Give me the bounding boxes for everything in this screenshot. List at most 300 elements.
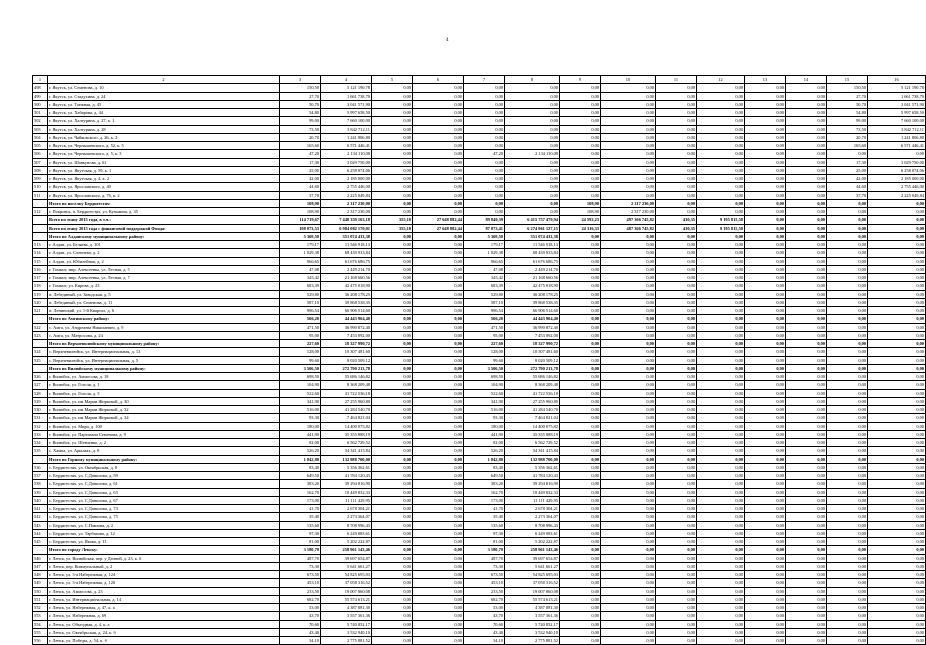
value-cell: 0,00 xyxy=(372,529,413,537)
row-number-cell: 536 xyxy=(33,463,48,471)
value-cell: 2 449 214,70 xyxy=(505,265,560,273)
value-cell: 0,00 xyxy=(656,373,697,381)
value-cell: 66 906 514,60 xyxy=(321,307,372,315)
value-cell: 0,00 xyxy=(560,406,601,414)
value-cell: 0,00 xyxy=(786,133,827,141)
value-cell: 341,90 xyxy=(280,397,321,405)
value-cell: 0,00 xyxy=(827,513,868,521)
value-cell: 0,00 xyxy=(827,406,868,414)
row-number-cell: 512 xyxy=(33,208,48,216)
value-cell: 0,00 xyxy=(745,340,786,348)
address-cell: с. Верхневилюйск, ул. Интернациональная, д. 13 xyxy=(48,348,280,356)
row-number-cell: 548 xyxy=(33,571,48,579)
value-cell: 355,10 xyxy=(372,216,413,224)
value-cell: 0,00 xyxy=(786,340,827,348)
value-cell: 0,00 xyxy=(745,595,786,603)
value-cell: 682,70 xyxy=(280,595,321,603)
value-cell: 0,00 xyxy=(656,364,697,372)
value-cell: 165,60 xyxy=(280,142,321,150)
value-cell: 27,70 xyxy=(827,92,868,100)
value-cell: 0,00 xyxy=(745,389,786,397)
value-cell: 0,00 xyxy=(601,125,656,133)
value-cell: 73,50 xyxy=(827,125,868,133)
value-cell: 0,00 xyxy=(372,150,413,158)
table-row xyxy=(33,142,926,150)
value-cell: 0,00 xyxy=(413,191,464,199)
value-cell: 0,00 xyxy=(745,406,786,414)
value-cell: 0,00 xyxy=(413,463,464,471)
value-cell: 0,00 xyxy=(868,257,926,265)
value-cell: 0,00 xyxy=(464,92,505,100)
address-cell: г. Якутск, ул. Ярославского, д. 76, к. 2 xyxy=(48,191,280,199)
value-cell: 0,00 xyxy=(372,430,413,438)
value-cell: 0,00 xyxy=(656,356,697,364)
table-row xyxy=(33,166,926,174)
value-cell: 2 273 364,07 xyxy=(505,513,560,521)
value-cell: 0,00 xyxy=(697,505,745,513)
address-cell: г. Томмот, ул. Кирова, д. 23 xyxy=(48,282,280,290)
value-cell: 82,00 xyxy=(280,439,321,447)
value-cell: 0,00 xyxy=(413,579,464,587)
column-number-cell: 10 xyxy=(601,76,656,84)
value-cell: 54 825 695,03 xyxy=(321,571,372,579)
value-cell: 0,00 xyxy=(697,84,745,92)
value-cell: 0,00 xyxy=(601,447,656,455)
value-cell: 0,00 xyxy=(868,224,926,232)
value-cell: 0,00 xyxy=(372,521,413,529)
value-cell: 0,00 xyxy=(745,100,786,108)
value-cell: 0,00 xyxy=(601,166,656,174)
value-cell: 0,00 xyxy=(868,529,926,537)
table-row xyxy=(33,356,926,364)
table-row xyxy=(33,521,926,529)
value-cell: 173,00 xyxy=(464,496,505,504)
value-cell: 0,00 xyxy=(413,257,464,265)
value-cell: 0,00 xyxy=(505,92,560,100)
value-cell: 0,00 xyxy=(786,480,827,488)
value-cell: 0,00 xyxy=(868,513,926,521)
table-row xyxy=(33,348,926,356)
value-cell: 0,00 xyxy=(656,142,697,150)
table-row xyxy=(33,290,926,298)
value-cell: 21 168 660,56 xyxy=(321,274,372,282)
value-cell: 41,70 xyxy=(280,505,321,513)
value-cell: 104,90 xyxy=(280,381,321,389)
value-cell: 0,00 xyxy=(560,150,601,158)
value-cell: 0,00 xyxy=(786,183,827,191)
value-cell: 70,60 xyxy=(280,620,321,628)
table-row xyxy=(33,265,926,273)
row-number-cell xyxy=(33,232,48,240)
value-cell: 0,00 xyxy=(868,620,926,628)
value-cell: 0,00 xyxy=(372,455,413,463)
value-cell: 0,00 xyxy=(505,166,560,174)
value-cell: 0,00 xyxy=(697,463,745,471)
value-cell: 95,00 xyxy=(464,331,505,339)
table-row xyxy=(33,381,926,389)
value-cell: 0,00 xyxy=(868,397,926,405)
value-cell: 0,00 xyxy=(413,521,464,529)
row-number-cell: 498 xyxy=(33,84,48,92)
address-cell: г. Вилюйск, ул. Шевченко, д. 2 xyxy=(48,439,280,447)
value-cell: 108,90 xyxy=(280,199,321,207)
value-cell: 99,00 xyxy=(827,117,868,125)
value-cell: 43,40 xyxy=(464,628,505,636)
value-cell: 0,00 xyxy=(786,488,827,496)
value-cell: 0,00 xyxy=(745,282,786,290)
address-cell: с. Бердигестях, ул. С.Данилова, д. 63 xyxy=(48,488,280,496)
value-cell: 114 719,67 xyxy=(280,216,321,224)
value-cell: 0,00 xyxy=(601,257,656,265)
value-cell: 0,00 xyxy=(786,604,827,612)
value-cell: 0,00 xyxy=(868,496,926,504)
value-cell: 7 448 359 163,18 xyxy=(321,216,372,224)
value-cell: 0,00 xyxy=(601,439,656,447)
value-cell: 0,00 xyxy=(560,587,601,595)
value-cell: 5 121 190,78 xyxy=(868,84,926,92)
row-number-cell: 514 xyxy=(33,249,48,257)
value-cell: 54 825 695,03 xyxy=(505,571,560,579)
value-cell: 0,00 xyxy=(656,571,697,579)
value-cell: 0,00 xyxy=(745,142,786,150)
value-cell: 0,00 xyxy=(786,439,827,447)
value-cell: 0,00 xyxy=(656,175,697,183)
value-cell: 0,00 xyxy=(786,100,827,108)
value-cell: 0,00 xyxy=(868,290,926,298)
value-cell: 673,50 xyxy=(464,571,505,579)
value-cell: 0,00 xyxy=(827,496,868,504)
value-cell: 0,00 xyxy=(560,249,601,257)
value-cell: 0,00 xyxy=(786,397,827,405)
value-cell: 5 641 661,27 xyxy=(505,562,560,570)
row-number-cell: 539 xyxy=(33,488,48,496)
value-cell: 19 007 860,08 xyxy=(321,587,372,595)
value-cell: 0,00 xyxy=(745,257,786,265)
value-cell: 0,00 xyxy=(656,331,697,339)
address-cell: г. Якутск, ул. Чайковского, д. 26, к. 2 xyxy=(48,133,280,141)
row-number-cell xyxy=(33,455,48,463)
value-cell: 258 961 143,46 xyxy=(321,546,372,554)
value-cell: 95,00 xyxy=(280,331,321,339)
table-row xyxy=(33,554,926,562)
value-cell: 0,00 xyxy=(656,604,697,612)
value-cell: 36 208 178,25 xyxy=(505,290,560,298)
row-number-cell: 504 xyxy=(33,133,48,141)
value-cell: 0,00 xyxy=(656,315,697,323)
table-body xyxy=(33,76,926,645)
value-cell: 37,70 xyxy=(827,191,868,199)
value-cell: 0,00 xyxy=(656,612,697,620)
row-number-cell: 556 xyxy=(33,637,48,645)
value-cell: 0,00 xyxy=(560,232,601,240)
value-cell: 0,00 xyxy=(786,224,827,232)
value-cell: 6 571 446,41 xyxy=(868,142,926,150)
value-cell: 0,00 xyxy=(560,529,601,537)
value-cell: 0,00 xyxy=(745,422,786,430)
value-cell: 0,00 xyxy=(505,109,560,117)
column-number-cell: 14 xyxy=(786,76,827,84)
value-cell: 0,00 xyxy=(745,373,786,381)
value-cell: 6 415 757 479,94 xyxy=(505,216,560,224)
value-cell: 2 775 881,52 xyxy=(321,637,372,645)
value-cell: 0,00 xyxy=(372,612,413,620)
column-number-cell: 1 xyxy=(33,76,48,84)
value-cell: 0,00 xyxy=(656,166,697,174)
value-cell: 0,00 xyxy=(656,208,697,216)
table-row xyxy=(33,208,926,216)
value-cell: 39 868 538,35 xyxy=(505,298,560,306)
subtotal-row xyxy=(33,340,926,348)
value-cell: 0,00 xyxy=(372,562,413,570)
value-cell: 0,00 xyxy=(656,496,697,504)
address-cell: Итого по Вилюйскому муниципальному району: xyxy=(48,364,280,372)
value-cell: 0,00 xyxy=(372,158,413,166)
value-cell: 0,00 xyxy=(656,628,697,636)
value-cell: 0,00 xyxy=(656,150,697,158)
value-cell: 0,00 xyxy=(697,455,745,463)
value-cell: 0,00 xyxy=(697,348,745,356)
value-cell: 5 740 852,17 xyxy=(505,620,560,628)
value-cell: 0,00 xyxy=(697,117,745,125)
table-row xyxy=(33,529,926,537)
table-row xyxy=(33,447,926,455)
value-cell: 0,00 xyxy=(413,315,464,323)
value-cell: 0,00 xyxy=(697,257,745,265)
column-number-cell: 2 xyxy=(48,76,280,84)
value-cell: 0,00 xyxy=(601,158,656,166)
value-cell: 0,00 xyxy=(697,595,745,603)
address-cell: г. Вилюйск, ул. им Марии Жирковой, д. 32 xyxy=(48,406,280,414)
value-cell: 0,00 xyxy=(745,529,786,537)
value-cell: 0,00 xyxy=(656,554,697,562)
value-cell: 587,10 xyxy=(280,298,321,306)
value-cell: 99,60 xyxy=(280,356,321,364)
row-number-cell: 516 xyxy=(33,265,48,273)
value-cell: 2 185 000,00 xyxy=(321,175,372,183)
value-cell: 0,00 xyxy=(697,92,745,100)
address-cell: г. Ленск, ул. Победы, д. 54, к. б xyxy=(48,637,280,645)
value-cell: 2 449 214,70 xyxy=(321,265,372,273)
value-cell: 0,00 xyxy=(413,488,464,496)
value-cell: 0,00 xyxy=(560,604,601,612)
value-cell: 0,00 xyxy=(560,546,601,554)
value-cell: 529,80 xyxy=(280,290,321,298)
table-row xyxy=(33,637,926,645)
value-cell: 0,00 xyxy=(372,628,413,636)
value-cell: 0,00 xyxy=(745,628,786,636)
value-cell: 0,00 xyxy=(560,307,601,315)
value-cell: 1 241 806,80 xyxy=(868,133,926,141)
value-cell: 0,00 xyxy=(786,529,827,537)
row-number-cell: 549 xyxy=(33,579,48,587)
value-cell: 0,00 xyxy=(413,637,464,645)
value-cell: 0,00 xyxy=(827,595,868,603)
value-cell: 341,90 xyxy=(464,397,505,405)
address-cell: г. Якутск, ул. Ярославского, д. 40 xyxy=(48,183,280,191)
value-cell: 20,70 xyxy=(280,133,321,141)
value-cell: 0,00 xyxy=(745,488,786,496)
value-cell: 0,00 xyxy=(697,109,745,117)
address-cell: г. Ленск, ул. Октябрьская, д. 24, к. б xyxy=(48,628,280,636)
value-cell: 0,00 xyxy=(697,496,745,504)
value-cell: 0,00 xyxy=(827,439,868,447)
value-cell: 0,00 xyxy=(413,298,464,306)
value-cell: 68 439 933,84 xyxy=(505,249,560,257)
row-number-cell: 518 xyxy=(33,282,48,290)
value-cell: 0,00 xyxy=(560,538,601,546)
value-cell: 42,00 xyxy=(827,175,868,183)
subtotal-row xyxy=(33,216,926,224)
value-cell: 453,10 xyxy=(464,579,505,587)
table-row xyxy=(33,92,926,100)
value-cell: 0,00 xyxy=(786,521,827,529)
value-cell: 108,90 xyxy=(560,208,601,216)
value-cell: 41 722 536,18 xyxy=(321,389,372,397)
value-cell: 0,00 xyxy=(601,571,656,579)
address-cell: Итого по Алданскому муниципальному району: xyxy=(48,232,280,240)
value-cell: 2 775 881,52 xyxy=(505,637,560,645)
value-cell: 8 708 996,43 xyxy=(505,521,560,529)
value-cell: 36 990 872,40 xyxy=(321,323,372,331)
value-cell: 0,00 xyxy=(560,389,601,397)
value-cell: 7 453 092,00 xyxy=(321,331,372,339)
value-cell: 6 274 961 127,15 xyxy=(505,224,560,232)
value-cell: 104,90 xyxy=(464,381,505,389)
value-cell: 0,00 xyxy=(786,290,827,298)
value-cell: 0,00 xyxy=(601,290,656,298)
value-cell: 0,00 xyxy=(601,397,656,405)
row-number-cell: 501 xyxy=(33,109,48,117)
value-cell: 0,00 xyxy=(786,298,827,306)
value-cell: 5 997 658,50 xyxy=(868,109,926,117)
value-cell: 41 284 540,70 xyxy=(505,406,560,414)
value-cell: 0,00 xyxy=(868,315,926,323)
row-number-cell: 537 xyxy=(33,472,48,480)
value-cell: 0,00 xyxy=(601,637,656,645)
value-cell: 41 722 536,18 xyxy=(505,389,560,397)
value-cell: 6 249 083,61 xyxy=(321,529,372,537)
value-cell: 0,00 xyxy=(372,249,413,257)
row-number-cell: 533 xyxy=(33,430,48,438)
value-cell: 83,40 xyxy=(280,463,321,471)
value-cell: 0,00 xyxy=(656,397,697,405)
value-cell: 0,00 xyxy=(656,389,697,397)
value-cell: 0,00 xyxy=(372,265,413,273)
row-number-cell: 523 xyxy=(33,331,48,339)
value-cell: 8 020 509,12 xyxy=(505,356,560,364)
value-cell: 0,00 xyxy=(601,298,656,306)
value-cell: 0,00 xyxy=(656,183,697,191)
value-cell: 3 532 940,10 xyxy=(321,628,372,636)
value-cell: 0,00 xyxy=(827,463,868,471)
value-cell: 0,00 xyxy=(697,488,745,496)
value-cell: 0,00 xyxy=(745,315,786,323)
value-cell: 0,00 xyxy=(601,620,656,628)
value-cell: 53,00 xyxy=(280,604,321,612)
table-row xyxy=(33,117,926,125)
value-cell: 0,00 xyxy=(601,84,656,92)
value-cell: 20,70 xyxy=(827,133,868,141)
value-cell: 0,00 xyxy=(601,422,656,430)
value-cell: 7 453 092,00 xyxy=(505,331,560,339)
value-cell: 54,80 xyxy=(827,109,868,117)
address-cell: г. Якутск, ул. Чернышевского, д. 5, к. 3 xyxy=(48,150,280,158)
subtotal-row xyxy=(33,199,926,207)
value-cell: 0,00 xyxy=(656,232,697,240)
address-cell: с. Бердигестях, ул. С.Данилова, д. 73 xyxy=(48,505,280,513)
value-cell: 0,00 xyxy=(827,480,868,488)
value-cell: 0,00 xyxy=(786,232,827,240)
value-cell: 0,00 xyxy=(656,538,697,546)
value-cell: 0,00 xyxy=(697,447,745,455)
value-cell: 0,00 xyxy=(464,191,505,199)
column-number-cell: 13 xyxy=(745,76,786,84)
value-cell: 0,00 xyxy=(372,406,413,414)
value-cell: 0,00 xyxy=(868,480,926,488)
capital-repair-table xyxy=(32,75,926,645)
value-cell: 0,00 xyxy=(827,571,868,579)
value-cell: 97,30 xyxy=(280,529,321,537)
value-cell: 355,10 xyxy=(372,224,413,232)
value-cell: 0,00 xyxy=(697,628,745,636)
value-cell: 0,00 xyxy=(745,290,786,298)
value-cell: 47,20 xyxy=(280,150,321,158)
value-cell: 0,00 xyxy=(745,191,786,199)
value-cell: 0,00 xyxy=(827,356,868,364)
subtotal-row xyxy=(33,315,926,323)
value-cell: 0,00 xyxy=(745,513,786,521)
value-cell: 0,00 xyxy=(656,274,697,282)
value-cell: 0,00 xyxy=(697,290,745,298)
value-cell: 0,00 xyxy=(413,249,464,257)
value-cell: 42 475 018,90 xyxy=(505,282,560,290)
value-cell: 471,50 xyxy=(280,323,321,331)
value-cell: 50,70 xyxy=(280,100,321,108)
value-cell: 0,00 xyxy=(560,158,601,166)
address-cell: г. Вилюйск, ул. Мира, д. 100 xyxy=(48,422,280,430)
value-cell: 0,00 xyxy=(745,472,786,480)
value-cell: 0,00 xyxy=(413,117,464,125)
value-cell: 0,00 xyxy=(827,340,868,348)
table-row xyxy=(33,513,926,521)
table-row xyxy=(33,604,926,612)
value-cell: 0,00 xyxy=(560,331,601,339)
value-cell: 0,00 xyxy=(413,158,464,166)
value-cell: 21 168 660,56 xyxy=(505,274,560,282)
value-cell: 17,30 xyxy=(280,158,321,166)
value-cell: 0,00 xyxy=(745,612,786,620)
value-cell: 0,00 xyxy=(868,447,926,455)
value-cell: 0,00 xyxy=(464,133,505,141)
value-cell: 0,00 xyxy=(827,331,868,339)
value-cell: 47,20 xyxy=(464,150,505,158)
value-cell: 66 906 514,60 xyxy=(505,307,560,315)
value-cell: 0,00 xyxy=(505,191,560,199)
value-cell: 0,00 xyxy=(601,232,656,240)
address-cell: с. Бердигестях, ул. С.Данилова, д. 67 xyxy=(48,496,280,504)
value-cell: 1 842,80 xyxy=(464,455,505,463)
value-cell: 0,00 xyxy=(786,612,827,620)
value-cell: 0,00 xyxy=(413,282,464,290)
value-cell: 0,00 xyxy=(868,488,926,496)
value-cell: 0,00 xyxy=(868,637,926,645)
value-cell: 0,00 xyxy=(560,323,601,331)
value-cell: 3 557 361,36 xyxy=(505,612,560,620)
value-cell: 0,00 xyxy=(697,587,745,595)
value-cell: 0,00 xyxy=(413,323,464,331)
value-cell: 0,00 xyxy=(827,389,868,397)
value-cell: 0,00 xyxy=(464,183,505,191)
